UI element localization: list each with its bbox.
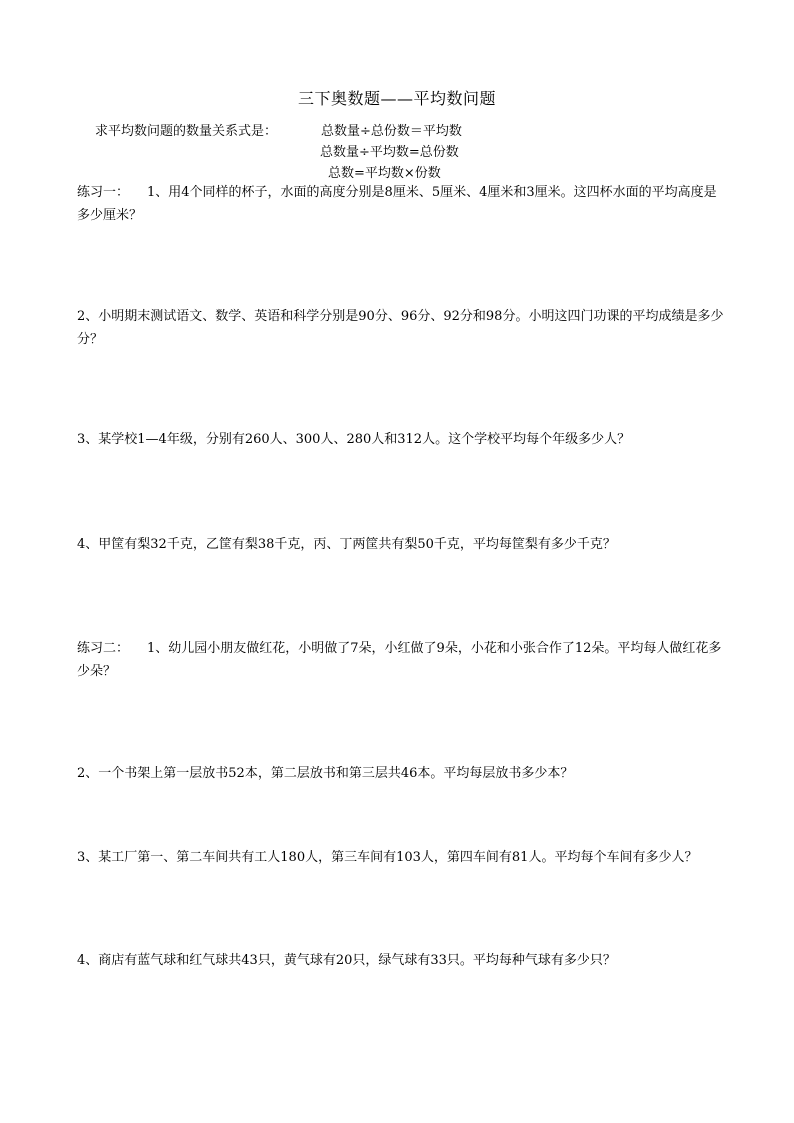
problem-text: 4、甲筐有梨32千克，乙筐有梨38千克，丙、丁两筐共有梨50千克，平均每筐梨有多少千克？ [77, 537, 616, 552]
problem-text: 1、用4个同样的杯子，水面的高度分别是8厘米、5厘米、4厘米和3厘米。这四杯水面的平均高度是多少厘米？ [77, 185, 717, 223]
formula-line-2: 总数量÷平均数=总份数 [320, 145, 459, 160]
exercise-1-problem-4 [77, 533, 727, 556]
exercise-2-problem-1 [77, 637, 727, 683]
exercise-2-problem-2 [77, 762, 727, 785]
formula-label: 求平均数问题的数量关系式是： [95, 124, 278, 139]
problem-text: 3、某工厂第一、第二车间共有工人180人，第三车间有103人，第四车间有81人。平均每个车间有多少人？ [77, 850, 698, 865]
problem-text: 2、一个书架上第一层放书52本，第二层放书和第三层共46本。平均每层放书多少本？ [77, 766, 574, 781]
problem-text: 3、某学校1—4年级，分别有260人、300人、280人和312人。这个学校平均每个年级多少人？ [77, 432, 631, 447]
exercise-1-problem-2 [77, 305, 727, 351]
page-title: 三下奥数题——平均数问题 [297, 89, 496, 108]
formula-line-3: 总数=平均数×份数 [328, 166, 441, 181]
section-label-exercise-1: 练习一： [77, 185, 130, 200]
section-label-exercise-2: 练习二： [77, 641, 130, 656]
problem-text: 4、商店有蓝气球和红气球共43只，黄气球有20只，绿气球有33只。平均每种气球有多少只？ [77, 953, 616, 968]
problem-text: 2、小明期末测试语文、数学、英语和科学分别是90分、96分、92分和98分。小明这四门功课的平均成绩是多少分？ [77, 309, 724, 347]
exercise-1-problem-3 [77, 428, 727, 451]
problem-text: 1、幼儿园小朋友做红花，小明做了7朵，小红做了9朵，小花和小张合作了12朵。平均每人做红花多少朵？ [77, 641, 722, 679]
exercise-2-problem-3 [77, 846, 727, 869]
formula-line-1: 总数量÷总份数＝平均数 [321, 124, 462, 139]
exercise-1-problem-1 [77, 181, 727, 227]
exercise-2-problem-4 [77, 949, 727, 972]
